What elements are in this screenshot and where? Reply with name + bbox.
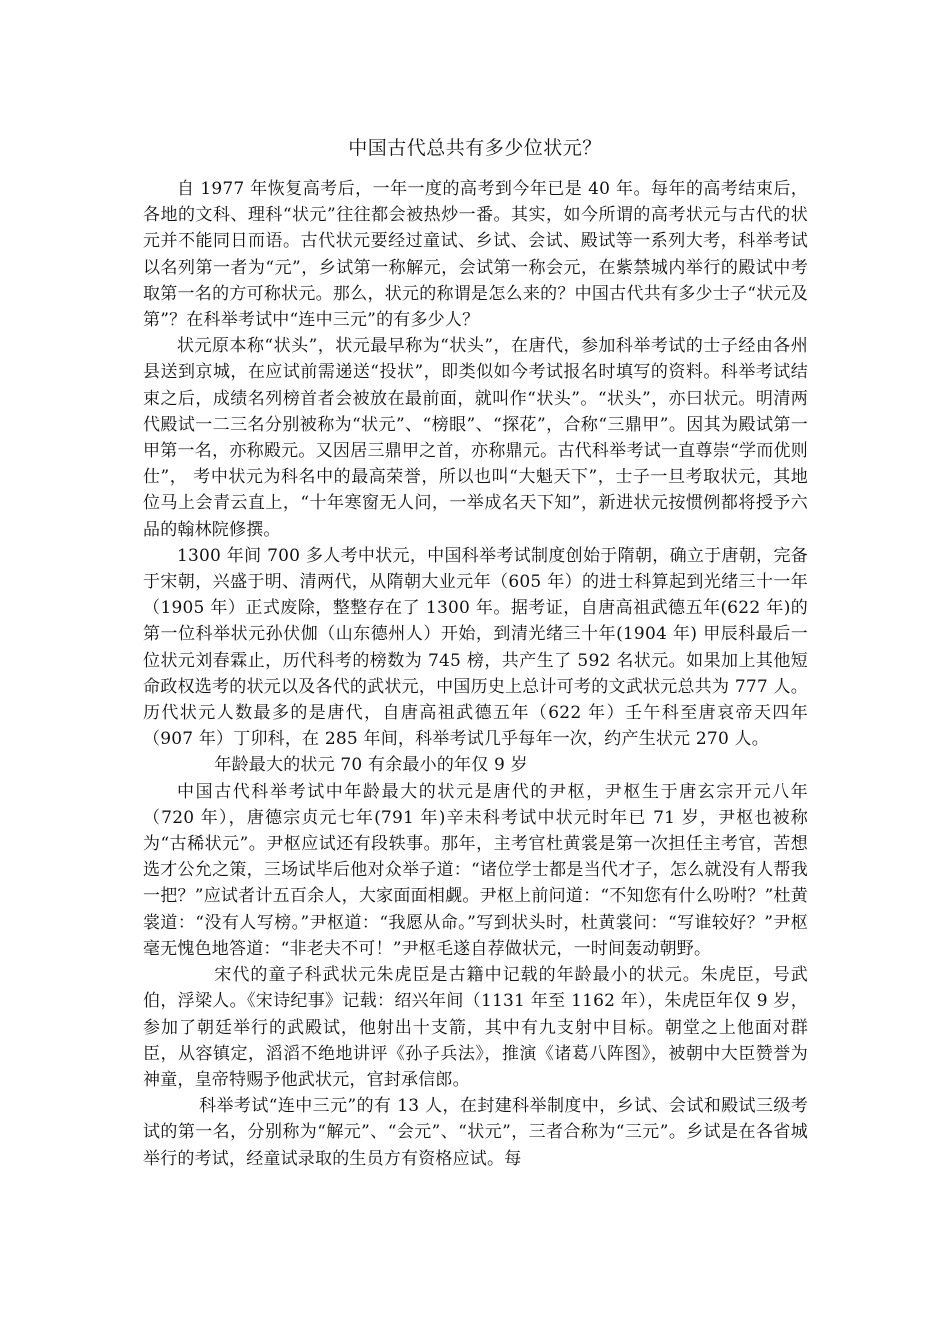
paragraph-count-of-zhuangyuan: 1300 年间 700 多人考中状元，中国科举考试制度创始于隋朝，确立于唐朝，完备于宋朝，兴盛于明、清两代，从隋朝大业元年（605 年）的进士科算起到光绪三十一年（1905 年）正式废除，整整存在了 1300 年。据考证，自唐高祖武德五年(622 年)的第一位科举状元孙伏伽（山东德州人）开始，到清光绪三十年(1904 年) 甲辰科最后一位状元刘春霖止，历代科考的榜数为 745 榜，共产生了 592 名状元。如果加上其他短命政权选考的状元以及各代的武状元，中国历史上总计可考的文武状元总共为 777 人。历代状元人数最多的是唐代，自唐高祖武德五年（622 年）壬午科至唐哀帝天四年（907 年）丁卯科，在 285 年间，科举考试几乎每年一次，约产生状元 270 人。 <box>143 545 808 750</box>
paragraph-youngest-zhuangyuan: 宋代的童子科武状元朱虎臣是古籍中记载的年龄最小的状元。朱虎臣，号武伯，浮梁人。《宋诗纪事》记载：绍兴年间（1131 年至 1162 年），朱虎臣年仅 9 岁，参加了朝廷举行的武殿试，他射出十支箭，其中有九支射中目标。朝堂之上他面对群臣，从容镇定，滔滔不绝地讲评《孙子兵法》，推演《诸葛八阵图》，被朝中大臣赞誉为神童，皇帝特赐予他武状元，官封承信郎。 <box>143 965 808 1090</box>
section-subheading-age: 年龄最大的状元 70 有余最小的年仅 9 岁 <box>214 755 528 776</box>
paragraph-oldest-zhuangyuan: 中国古代科举考试中年龄最大的状元是唐代的尹枢，尹枢生于唐玄宗开元八年（720 年），唐德宗贞元七年(791 年)辛未科考试中状元时年已 71 岁，尹枢也被称为“古稀状元”。尹枢应试还有段轶事。那年，主考官杜黄裳是第一次担任主考官，苦想选才公允之策，三场试毕后他对众举子道：“诸位学士都是当代才子，怎么就没有人帮我一把？”应试者计五百余人，大家面面相觑。尹枢上前问道：“不知您有什么吩咐？”杜黄裳道：“没有人写榜。”尹枢道：“我愿从命。”写到状头时，杜黄裳问：“写谁较好？”尹枢毫无愧色地答道：“非老夫不可！”尹枢毛遂自荐做状元，一时间轰动朝野。 <box>143 781 808 959</box>
paragraph-intro: 自 1977 年恢复高考后，一年一度的高考到今年已是 40 年。每年的高考结束后，各地的文科、理科“状元”往往都会被热炒一番。其实，如今所谓的高考状元与古代的状元并不能同日而语。古代状元要经过童试、乡试、会试、殿试等一系列大考，科举考试以名列第一者为“元”，乡试第一称解元，会试第一称会元，在紫禁城内举行的殿试中考取第一名的方可称状元。那么，状元的称谓是怎么来的？中国古代共有多少士子“状元及第”？在科举考试中“连中三元”的有多少人？ <box>143 179 808 331</box>
document-body <box>143 176 808 1172</box>
paragraph-origin-of-zhuangyuan: 状元原本称“状头”，状元最早称为“状头”，在唐代，参加科举考试的士子经由各州县送到京城，在应试前需递送“投状”，即类似如今考试报名时填写的资料。科举考试结束之后，成绩名列榜首者会被放在最前面，就叫作“状头”。“状头”，亦曰状元。明清两代殿试一二三名分别被称为“状元”、“榜眼”、“探花”，合称“三鼎甲”。因其为殿试第一甲第一名，亦称殿元。又因居三鼎甲之首，亦称鼎元。古代科举考试一直尊崇“学而优则仕”， 考中状元为科名中的最高荣誉，所以也叫“大魁天下”，士子一旦考取状元，其地位马上会青云直上，“十年寒窗无人问，一举成名天下知”，新进状元按惯例都将授予六品的翰林院修撰。 <box>143 336 808 540</box>
document-title: 中国古代总共有多少位状元？ <box>348 137 602 159</box>
paragraph-three-firsts: 科举考试“连中三元”的有 13 人，在封建科举制度中，乡试、会试和殿试三级考试的第一名，分别称为“解元”、“会元”、“状元”，三者合称为“三元”。乡试是在各省城举行的考试，经童试录取的生员方有资格应试。每 <box>143 1096 808 1169</box>
